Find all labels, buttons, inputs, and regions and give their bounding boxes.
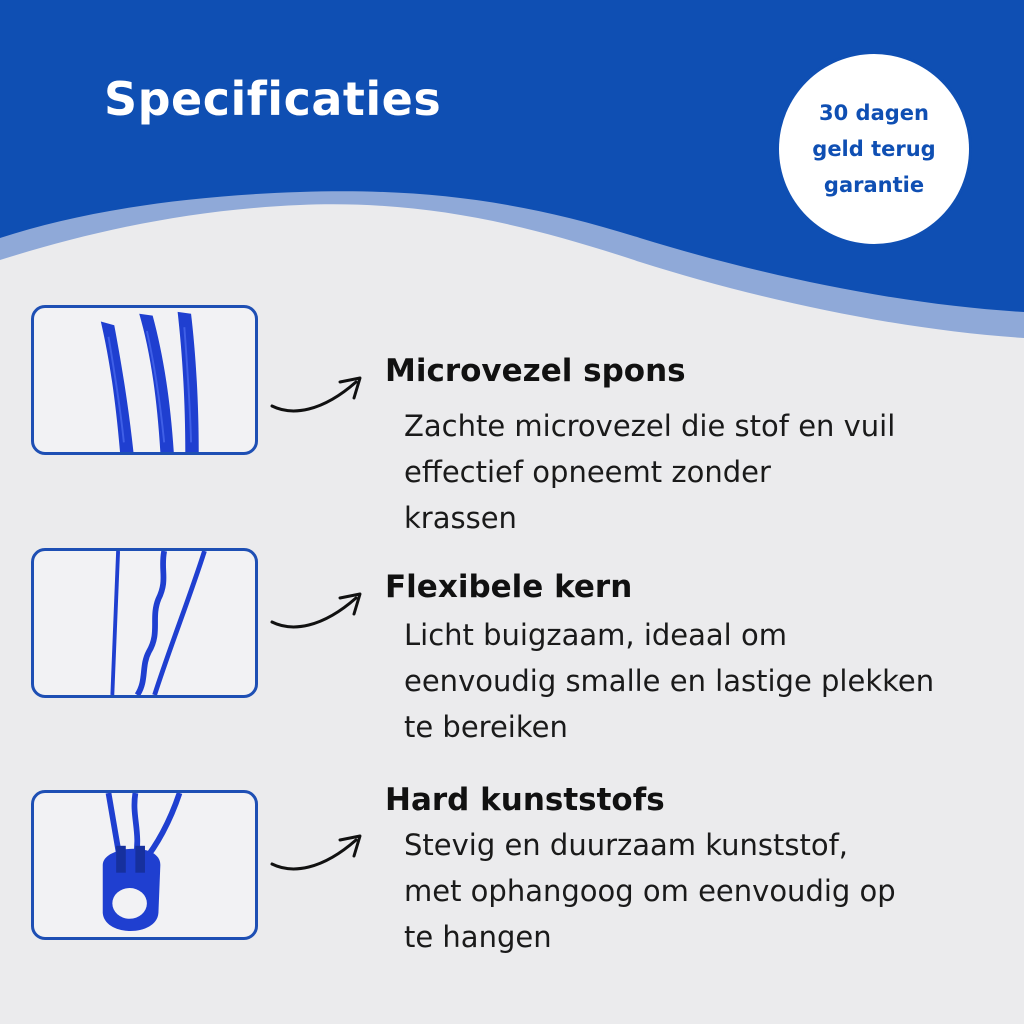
curved-arrow-icon [268, 372, 368, 432]
feature-title-flexible-core: Flexibele kern [385, 569, 633, 605]
curved-arrow-icon [268, 830, 368, 890]
description-line: Zachte microvezel die stof en vuil [404, 409, 896, 443]
description-line: eenvoudig smalle en lastige plekken [404, 664, 935, 698]
description-line: te hangen [404, 920, 552, 954]
feature-title-microfiber: Microvezel spons [385, 353, 686, 389]
flexible-core-image [31, 548, 258, 698]
feature-title-hard-plastic: Hard kunststofs [385, 782, 665, 818]
plastic-handle-image [31, 790, 258, 940]
feature-description-flexible-core [404, 612, 1016, 750]
badge-line-3: garantie [823, 173, 925, 197]
feature-description-microfiber [404, 403, 1016, 541]
description-line: met ophangoog om eenvoudig op [404, 874, 896, 908]
microfiber-strips-image [31, 305, 258, 455]
description-line: krassen [404, 501, 517, 535]
plastic-handle-icon [34, 793, 255, 937]
description-line: effectief opneemt zonder [404, 455, 771, 489]
page-title: Specificaties [104, 72, 442, 126]
flexible-core-icon [34, 551, 255, 695]
description-line: Stevig en duurzaam kunststof, [404, 828, 849, 862]
feature-description-hard-plastic [404, 822, 1016, 960]
guarantee-badge [779, 54, 969, 244]
curved-arrow-icon [268, 588, 368, 648]
description-line: Licht buigzaam, ideaal om [404, 618, 787, 652]
description-line: te bereiken [404, 710, 568, 744]
microfiber-strips-icon [34, 308, 255, 452]
badge-line-1: 30 dagen [819, 101, 929, 125]
badge-line-2: geld terug [812, 137, 936, 161]
